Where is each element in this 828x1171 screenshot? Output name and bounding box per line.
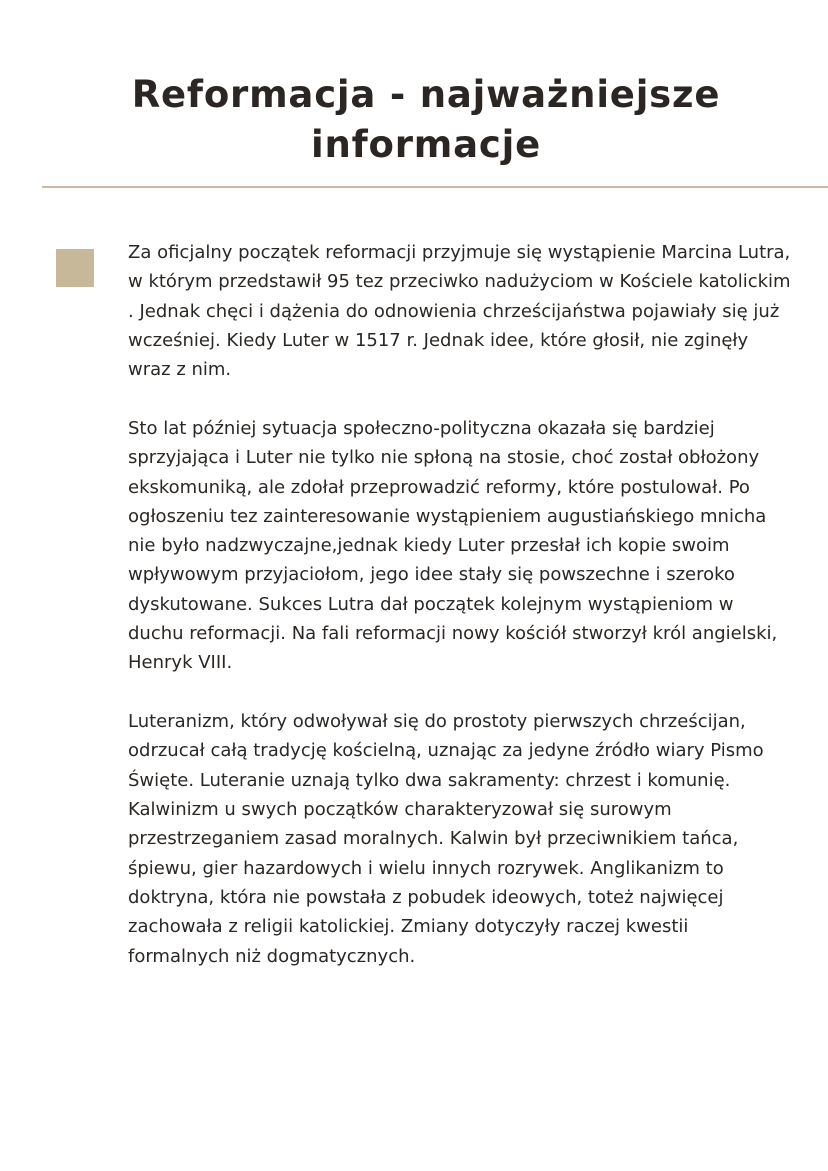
paragraph-3: Luteranizm, który odwoływał się do prostoty pierwszych chrześcijan, odrzucał całą tradycję kościelną, uznając za jedyne źródło wiary Pismo Święte. Luteranie uznają tylko dwa sakramenty: chrzest i komunię. Kalwinizm u swych początków charakteryzował się surowym przestrzeganiem zasad moralnych. Kalwin był przeciwnikiem tańca, śpiewu, gier hazardowych i wielu innych rozrywek. Anglikanizm to doktryna, która nie powstała z pobudek ideowych, toteż najwięcej zachowała z religii katolickiej. Zmiany dotyczyły raczej kwestii formalnych niż dogmatycznych. <box>128 711 764 967</box>
paragraph-2: Sto lat później sytuacja społeczno-polityczna okazała się bardziej sprzyjająca i Luter nie tylko nie spłoną na stosie, choć został obłożony ekskomuniką, ale zdołał przeprowadzić reformy, które postulował. Po ogłoszeniu tez zainteresowanie wystąpieniem augustiańskiego mnicha nie było nadzwyczajne,jednak kiedy Luter przesłał ich kopie swoim wpływowym przyjaciołom, jego idee stały się powszechne i szeroko dyskutowane. Sukces Lutra dał początek kolejnym wystąpieniom w duchu reformacji. Na fali reformacji nowy kościół stworzył król angielski, Henryk VIII. <box>128 417 778 674</box>
title-divider <box>42 186 828 188</box>
page-title-line-2: informacje <box>310 123 542 166</box>
paragraph-1: Za oficjalny początek reformacji przyjmuje się wystąpienie Marcina Lutra, w którym przedstawił 95 tez przeciwko nadużyciom w Kościele katolickim . Jednak chęci i dążenia do odnowienia chrześcijaństwa pojawiały się już wcześniej. Kiedy Luter w 1517 r. Jednak idee, które głosił, nie zginęły wraz z nim. <box>128 242 791 381</box>
accent-square <box>56 249 94 287</box>
page-title-line-1: Reformacja - najważniejsze <box>131 73 721 116</box>
page-title <box>0 70 828 170</box>
body-text <box>128 238 793 1000</box>
